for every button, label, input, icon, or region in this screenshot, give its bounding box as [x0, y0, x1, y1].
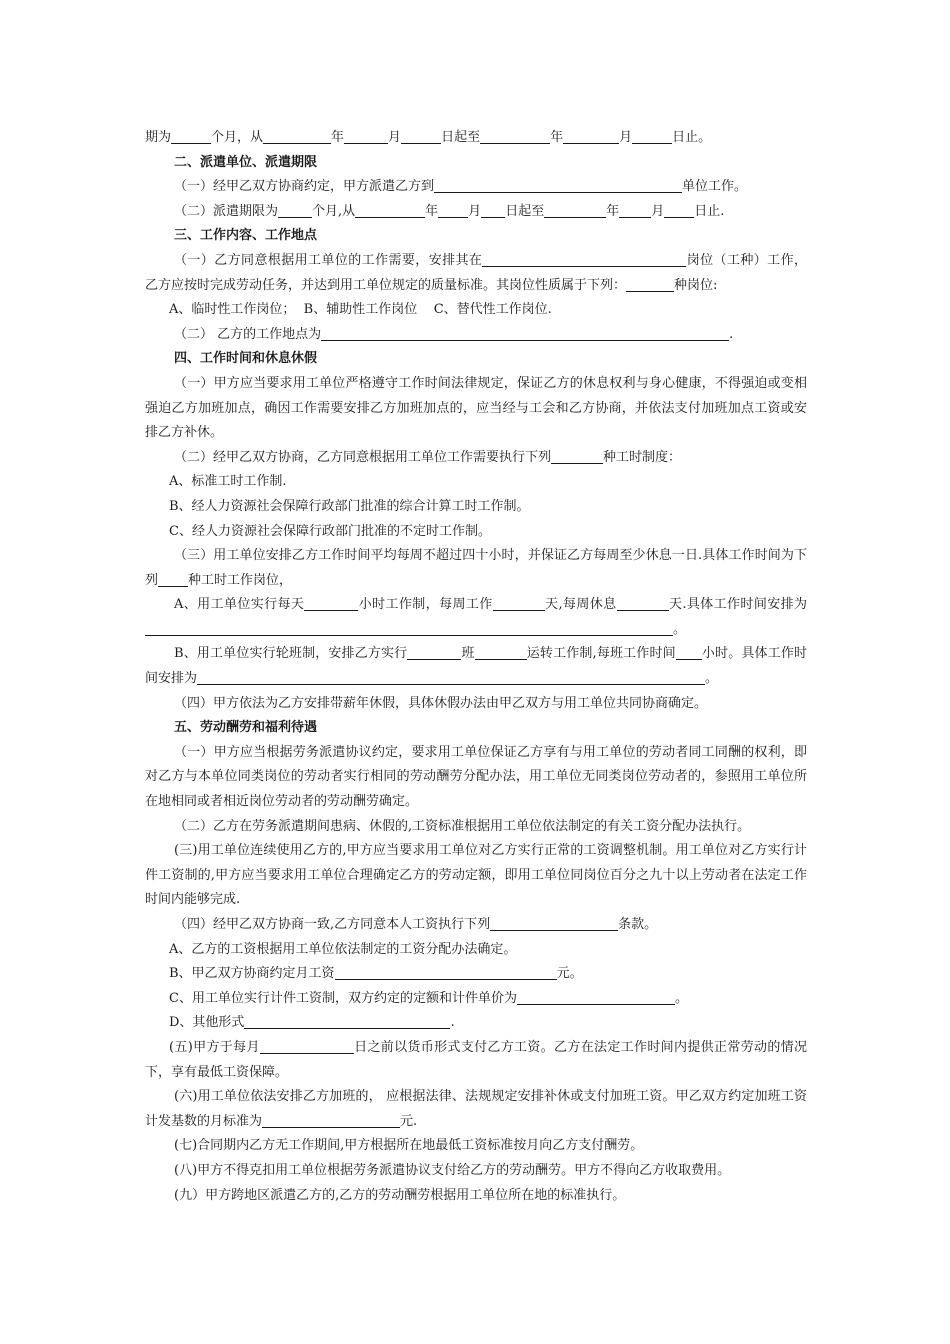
- blank-field[interactable]: [145, 621, 673, 636]
- text: 日止。: [672, 130, 712, 145]
- paragraph-no-work-pay: (七)合同期内乙方无工作期间,甲方根据所在地最低工资标准按月向乙方支付酬劳。: [174, 1138, 644, 1154]
- paragraph-option-a: A、标准工时工作制.: [169, 474, 287, 490]
- blank-field[interactable]: [482, 252, 686, 267]
- paragraph-option-c: C、经人力资源社会保障行政部门批准的不定时工作制。: [169, 523, 491, 539]
- text: （二）派遣期限为: [174, 203, 279, 219]
- paragraph-dispatch-unit: [145, 175, 807, 200]
- blank-field[interactable]: [171, 129, 211, 144]
- text: (五)甲方于每月: [169, 1039, 260, 1055]
- blank-field[interactable]: [626, 277, 674, 292]
- section-heading-pay: 五、劳动酬劳和福利待遇: [174, 720, 318, 736]
- text: 年: [550, 130, 564, 145]
- blank-field[interactable]: [401, 129, 441, 144]
- text: （三）用工单位安排乙方工作时间平均每周不超过四十小时，并保证乙方每周至少休息一日.具体工作时间为下列: [145, 548, 807, 588]
- blank-field[interactable]: [544, 203, 606, 218]
- paragraph-daily-hours: [145, 593, 807, 642]
- paragraph-dispatch-period: [145, 200, 807, 225]
- text: D、其他形式: [169, 1015, 245, 1031]
- text: 年: [425, 203, 439, 219]
- paragraph-hours-system: [145, 446, 807, 471]
- blank-field[interactable]: [321, 326, 729, 341]
- text: 条款。: [618, 917, 658, 932]
- section-heading-dispatch: 二、派遣单位、派遣期限: [174, 154, 318, 170]
- text: 元。: [556, 966, 583, 982]
- text: 。: [673, 621, 687, 637]
- text: A、用工单位实行每天: [174, 597, 305, 613]
- text: （一）经甲乙双方协商约定，甲方派遣乙方到: [174, 179, 435, 195]
- text: （二）经甲乙双方协商，乙方同意根据用工单位工作需要执行下列: [174, 449, 552, 465]
- blank-field[interactable]: [344, 129, 388, 144]
- paragraph-sick-leave-pay: （二）乙方在劳务派遣期间患病、休假的,工资标准根据用工单位依法制定的有关工资分配办法执行。: [174, 818, 751, 834]
- blank-field[interactable]: [493, 596, 545, 611]
- text: C、用工单位实行计件工资制，双方约定的定额和计件单价为: [169, 990, 517, 1006]
- blank-field[interactable]: [263, 129, 331, 144]
- text: 班: [461, 646, 475, 662]
- paragraph-shift-system: [145, 642, 807, 691]
- text: 年: [606, 203, 620, 219]
- blank-field[interactable]: [475, 645, 527, 660]
- paragraph-wage-clause: [145, 913, 807, 938]
- text: .: [729, 326, 734, 342]
- blank-field[interactable]: [676, 645, 702, 660]
- blank-field[interactable]: [551, 449, 603, 464]
- paragraph-work-content: [145, 249, 807, 298]
- blank-field[interactable]: [490, 916, 618, 931]
- text: 岗位（工种）工作，乙方应按时完成劳动任务，并达到用工单位规定的质量标准。其岗位性质属于下列：: [145, 252, 807, 293]
- paragraph-pay-day: [145, 1036, 807, 1085]
- text: 日起至: [441, 130, 481, 145]
- blank-field[interactable]: [244, 1014, 450, 1029]
- paragraph-wage-option-a: A、乙方的工资根据用工单位依法制定的工资分配办法确定。: [169, 941, 517, 957]
- text: 种岗位:: [674, 277, 718, 293]
- paragraph-option-b: B、经人力资源社会保障行政部门批准的综合计算工时工作制。: [169, 498, 530, 514]
- paragraph-work-location: [145, 323, 807, 348]
- blank-field[interactable]: [278, 203, 312, 218]
- text: 天,每周休息: [544, 597, 617, 613]
- text: 个月,从: [312, 203, 356, 219]
- text: 小时。具体工作时间安排为: [145, 646, 807, 687]
- blank-field[interactable]: [262, 1113, 400, 1128]
- text: 期为: [145, 130, 172, 145]
- blank-field[interactable]: [158, 572, 188, 587]
- text: 天.具体工作时间安排为: [668, 597, 807, 613]
- text: .: [450, 1015, 455, 1031]
- blank-field[interactable]: [632, 129, 672, 144]
- paragraph-overtime-pay: [145, 1085, 807, 1134]
- text: 日之前以货币形式支付乙方工资。乙方在法定工作时间内提供正常劳动的情况下，享有最低工资保障。: [145, 1039, 807, 1080]
- text: 种工时制度：: [603, 449, 682, 465]
- paragraph-weekly-hours: [145, 544, 807, 593]
- text: 小时工作制，每周工作: [358, 597, 493, 613]
- section-heading-work: 三、工作内容、工作地点: [174, 228, 318, 244]
- blank-field[interactable]: [438, 203, 468, 218]
- blank-field[interactable]: [563, 129, 619, 144]
- text: (六)用工单位依法安排乙方加班的， 应根据法律、法规规定安排补休或支付加班工资。甲乙双方约定加班工资计发基数的月标准为: [145, 1089, 807, 1129]
- text: （二） 乙方的工作地点为: [174, 326, 322, 342]
- section-heading-worktime: 四、工作时间和休息休假: [174, 351, 318, 367]
- paragraph-wage-option-d: [145, 1011, 807, 1036]
- text: 年: [331, 130, 345, 145]
- paragraph-wage-option-b: [145, 962, 807, 987]
- blank-field[interactable]: [434, 178, 682, 193]
- text: 月: [388, 130, 402, 145]
- blank-field[interactable]: [664, 203, 694, 218]
- blank-field[interactable]: [617, 596, 669, 611]
- text: 月: [468, 203, 482, 219]
- text: （一）乙方同意根据用工单位的工作需要，安排其在: [174, 252, 483, 268]
- text: 日起至: [505, 203, 545, 219]
- text: 种工时工作岗位，: [188, 572, 293, 588]
- blank-field[interactable]: [260, 1039, 354, 1054]
- paragraph-worktime-law: （一）甲方应当要求用工单位严格遵守工作时间法律规定，保证乙方的休息权利与身心健康，不得强迫或变相强迫乙方加班加点，确因工作需要安排乙方加班加点的，应当经与工会和乙方协商，并依法支付加班加点工资或安排乙方补休。: [145, 375, 807, 441]
- text: 运转工作制,每班工作时间: [526, 646, 676, 662]
- text: B、用工单位实行轮班制，安排乙方实行: [174, 646, 408, 662]
- paragraph-wage-adjustment: (三)用工单位连续使用乙方的,甲方应当要求用工单位对乙方实行正常的工资调整机制。用工单位对乙方实行计件工资制的,甲方应当要求用工单位合理确定乙方的劳动定额，即用工单位同岗位百分之九十以上劳动者在法定工作时间内能够完成.: [145, 843, 807, 908]
- paragraph-term-period: [145, 126, 807, 151]
- text: 个月，从: [211, 130, 264, 145]
- paragraph-post-types: A、临时性工作岗位； B、辅助性工作岗位 C、替代性工作岗位.: [169, 302, 552, 318]
- paragraph-wage-option-c: [145, 987, 807, 1012]
- text: （四）经甲乙双方协商一致,乙方同意本人工资执行下列: [174, 917, 491, 932]
- paragraph-annual-leave: （四）甲方依法为乙方安排带薪年休假，具体休假办法由甲乙双方与用工单位共同协商确定。: [174, 695, 708, 711]
- text: 。: [674, 990, 688, 1006]
- text: 月: [651, 203, 665, 219]
- blank-field[interactable]: [355, 203, 425, 218]
- blank-field[interactable]: [197, 670, 705, 685]
- text: 日止.: [694, 203, 725, 219]
- text: 元.: [400, 1113, 418, 1129]
- blank-field[interactable]: [481, 203, 505, 218]
- blank-field[interactable]: [335, 965, 557, 980]
- text: 单位工作。: [682, 179, 748, 195]
- paragraph-no-deduction: (八)甲方不得克扣用工单位根据劳务派遣协议支付给乙方的劳动酬劳。甲方不得向乙方收取费用。: [174, 1162, 731, 1178]
- paragraph-cross-region: (九）甲方跨地区派遣乙方的,乙方的劳动酬劳根据用工单位所在地的标准执行。: [174, 1187, 626, 1203]
- blank-field[interactable]: [480, 129, 550, 144]
- text: 月: [619, 130, 633, 145]
- contract-body: [145, 126, 807, 1208]
- blank-field[interactable]: [407, 645, 461, 660]
- blank-field[interactable]: [517, 990, 675, 1005]
- text: B、甲乙双方协商约定月工资: [169, 966, 335, 982]
- text: 。: [705, 671, 719, 687]
- paragraph-equal-pay: （一）甲方应当根据劳务派遣协议约定，要求用工单位保证乙方享有与用工单位的劳动者同工同酬的权利，即对乙方与本单位同类岗位的劳动者实行相同的劳动酬劳分配办法，用工单位无同类岗位劳动者的，参照用工单位所在地相同或者相近岗位劳动者的劳动酬劳确定。: [145, 744, 807, 810]
- blank-field[interactable]: [304, 596, 358, 611]
- blank-field[interactable]: [619, 203, 651, 218]
